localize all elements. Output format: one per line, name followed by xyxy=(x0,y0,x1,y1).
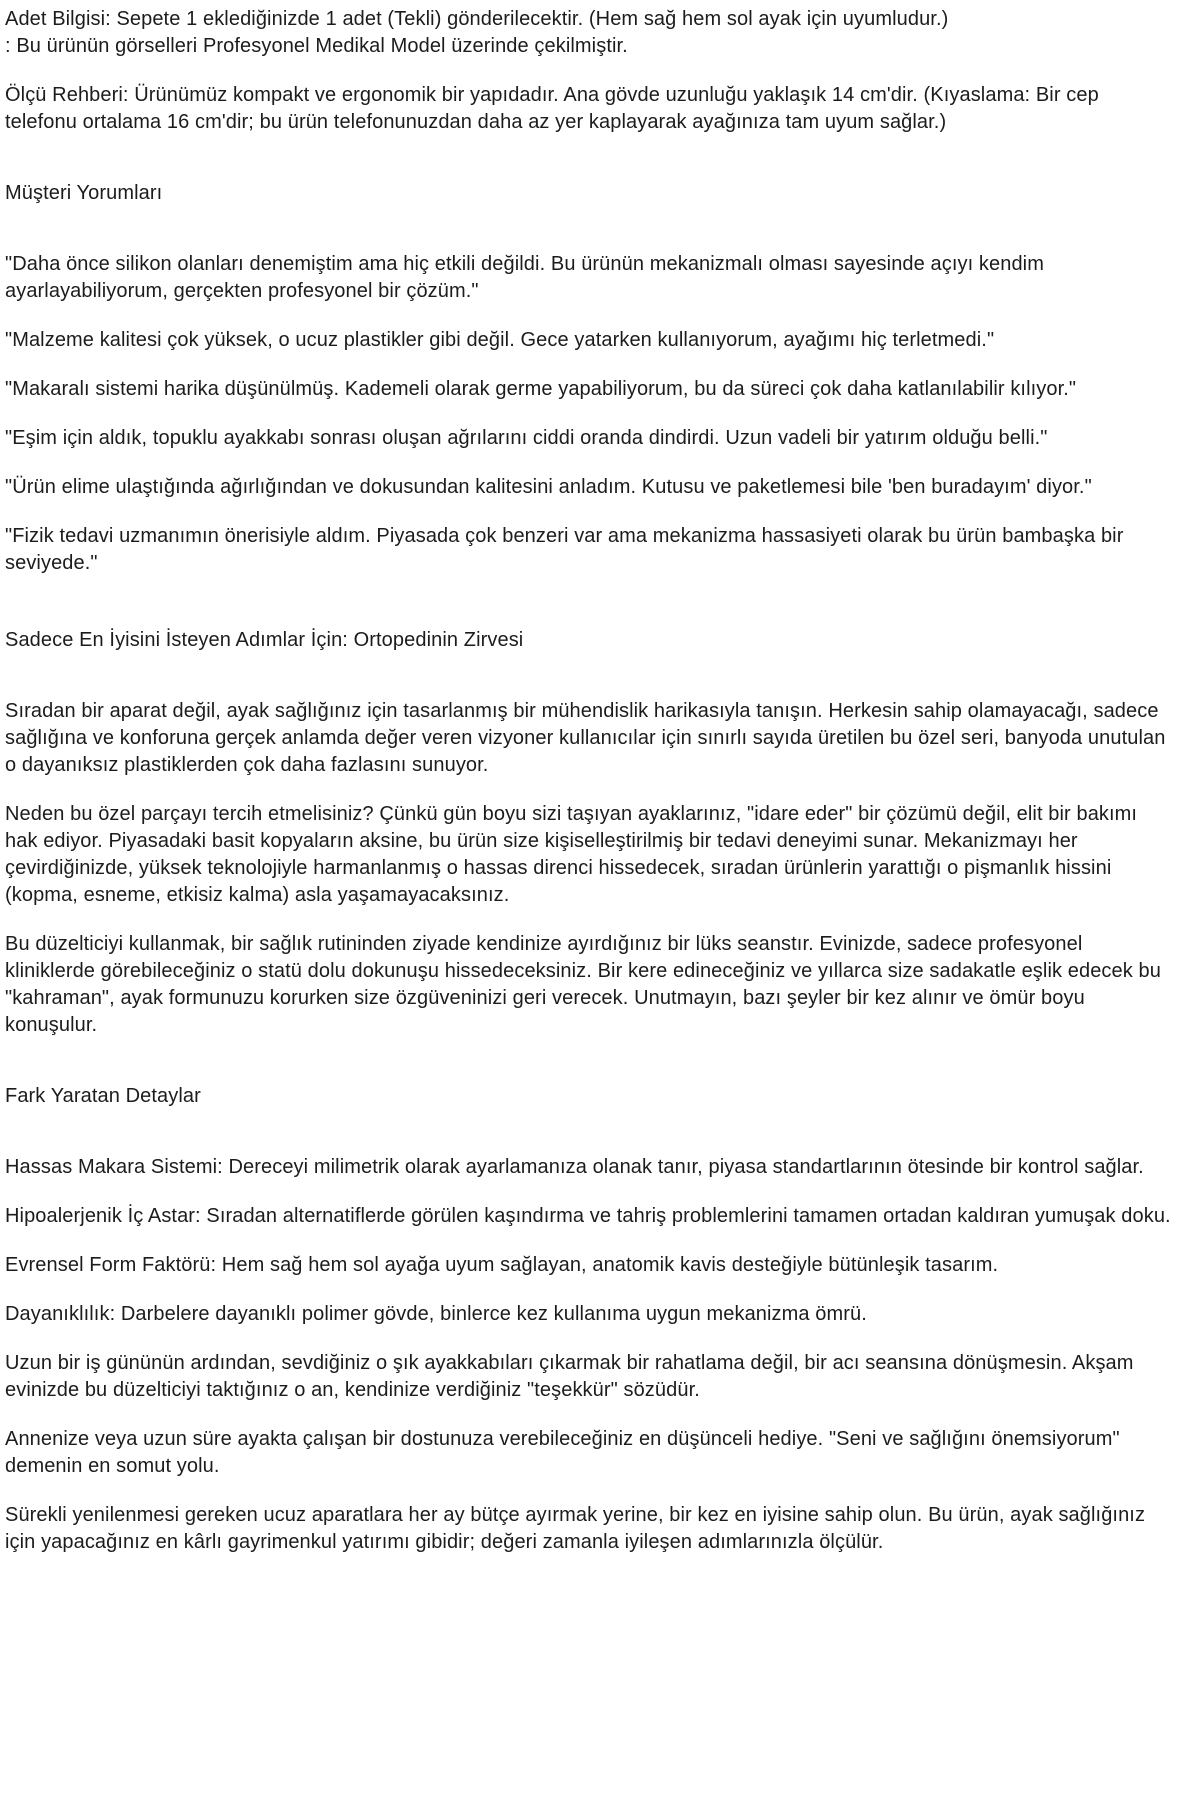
review-item: "Ürün elime ulaştığında ağırlığından ve dokusundan kalitesini anladım. Kutusu ve paketlemesi bile 'ben buradayım' diyor." xyxy=(5,476,1092,498)
imagery-note-paragraph: : Bu ürünün görselleri Profesyonel Medikal Model üzerinde çekilmiştir. xyxy=(5,35,628,57)
review-item: "Makaralı sistemi harika düşünülmüş. Kademeli olarak germe yapabiliyorum, bu da süreci çok daha katlanılabilir kılıyor." xyxy=(5,378,1077,400)
premium-section-heading: Sadece En İyisini İsteyen Adımlar İçin: Ortopedinin Zirvesi xyxy=(5,629,524,651)
feature-item: Hassas Makara Sistemi: Dereceyi milimetrik olarak ayarlamanıza olanak tanır, piyasa standartlarının ötesinde bir kontrol sağlar. xyxy=(5,1156,1144,1178)
closing-paragraph: Uzun bir iş gününün ardından, sevdiğiniz o şık ayakkabıları çıkarmak bir rahatlama değil, bir acı seansına dönüşmesin. Akşam evinizde bu düzelticiyi taktığınız o an, kendinize verdiğiniz "teşekkür" sözüdür. xyxy=(5,1352,1140,1401)
review-item: "Eşim için aldık, topuklu ayakkabı sonrası oluşan ağrılarını ciddi oranda dindirdi. Uzun vadeli bir yatırım olduğu belli." xyxy=(5,427,1048,449)
feature-item: Hipoalerjenik İç Astar: Sıradan alternatiflerde görülen kaşındırma ve tahriş problemlerini tamamen ortadan kaldıran yumuşak doku. xyxy=(5,1205,1171,1227)
feature-item: Dayanıklılık: Darbelere dayanıklı polimer gövde, binlerce kez kullanıma uygun mekanizma ömrü. xyxy=(5,1303,867,1325)
premium-paragraph: Neden bu özel parçayı tercih etmelisiniz? Çünkü gün boyu sizi taşıyan ayaklarınız, "idare eder" bir çözümü değil, elit bir bakımı hak ediyor. Piyasadaki basit kopyaların aksine, bu ürün size kişiselleştirilmiş bir tedavi deneyimi sunar. Mekanizmayı her çevirdiğinizde, yüksek teknolojiyle harmanlanmış o hassas direnci hissedecek, sıradan ürünlerin yarattığı o pişmanlık hissini (kopma, esneme, etkisiz kalma) asla yaşamayacaksınız. xyxy=(5,803,1143,906)
premium-paragraph: Sıradan bir aparat değil, ayak sağlığınız için tasarlanmış bir mühendislik harikasıyla tanışın. Herkesin sahip olamayacağı, sadece sağlığına ve konforuna gerçek anlamda değer veren vizyoner kullanıcılar için sınırlı sayıda üretilen bu özel seri, banyoda unutulan o dayanıksız plastiklerden çok daha fazlasını sunuyor. xyxy=(5,700,1172,776)
review-item: "Malzeme kalitesi çok yüksek, o ucuz plastikler gibi değil. Gece yatarken kullanıyorum, ayağımı hiç terletmedi." xyxy=(5,329,995,351)
review-item: "Fizik tedavi uzmanımın önerisiyle aldım. Piyasada çok benzeri var ama mekanizma hassasiyeti olarak bu ürün bambaşka bir seviyede." xyxy=(5,525,1130,574)
premium-paragraph: Bu düzelticiyi kullanmak, bir sağlık rutininden ziyade kendinize ayırdığınız bir lüks seanstır. Evinizde, sadece profesyonel kliniklerde görebileceğiniz o statü dolu dokunuşu hissedeceksiniz. Bir kere edineceğiniz ve yıllarca size sadakatle eşlik edecek bu "kahraman", ayak formunuzu korurken size özgüveninizi geri verecek. Unutmayın, bazı şeyler bir kez alınır ve ömür boyu konuşulur. xyxy=(5,933,1167,1036)
reviews-heading: Müşteri Yorumları xyxy=(5,182,163,204)
size-guide-paragraph: Ölçü Rehberi: Ürünümüz kompakt ve ergonomik bir yapıdadır. Ana gövde uzunluğu yaklaşık 14 cm'dir. (Kıyaslama: Bir cep telefonu ortalama 16 cm'dir; bu ürün telefonunuzdan daha az yer kaplayarak ayağınıza tam uyum sağlar.) xyxy=(5,84,1105,133)
quantity-info-paragraph: Adet Bilgisi: Sepete 1 eklediğinizde 1 adet (Tekli) gönderilecektir. (Hem sağ hem sol ayak için uyumludur.) xyxy=(5,8,949,30)
closing-paragraph: Annenize veya uzun süre ayakta çalışan bir dostunuza verebileceğiniz en düşünceli hediye. "Seni ve sağlığını önemsiyorum" demenin en somut yolu. xyxy=(5,1428,1126,1477)
review-item: "Daha önce silikon olanları denemiştim ama hiç etkili değildi. Bu ürünün mekanizmalı olması sayesinde açıyı kendim ayarlayabiliyorum, gerçekten profesyonel bir çözüm." xyxy=(5,253,1050,302)
feature-item: Evrensel Form Faktörü: Hem sağ hem sol ayağa uyum sağlayan, anatomik kavis desteğiyle bütünleşik tasarım. xyxy=(5,1254,999,1276)
closing-paragraph: Sürekli yenilenmesi gereken ucuz aparatlara her ay bütçe ayırmak yerine, bir kez en iyisine sahip olun. Bu ürün, ayak sağlığınız için yapacağınız en kârlı gayrimenkul yatırımı gibidir; değeri zamanla iyileşen adımlarınızla ölçülür. xyxy=(5,1504,1151,1553)
details-section-heading: Fark Yaratan Detaylar xyxy=(5,1085,201,1107)
